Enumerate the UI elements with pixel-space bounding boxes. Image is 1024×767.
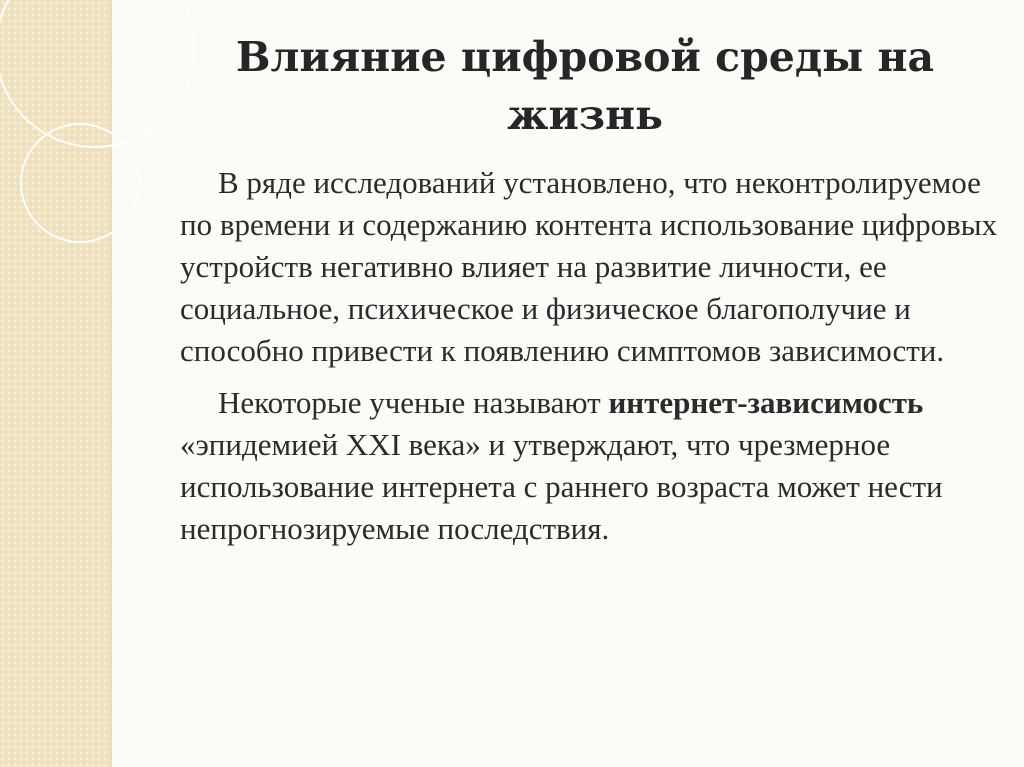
paragraph-2-start: Некоторые ученые называют <box>218 385 609 420</box>
emphasis-internet-addiction: интернет-зависимость <box>608 385 924 420</box>
paragraph-2-end: «эпидемией XXI века» и утверждают, что чрезмерное использование интернета с раннего возраста может нести непрогнозируемые последствия. <box>180 427 943 546</box>
paragraph-2 <box>180 382 1010 550</box>
title-area <box>140 28 1010 144</box>
slide-title: Влияние цифровой среды на жизнь <box>235 33 935 139</box>
slide-body <box>180 162 1010 550</box>
decorative-ring-small <box>20 123 140 243</box>
paragraph-1: В ряде исследований установлено, что неконтролируемое по времени и содержанию контента использование цифровых устройств негативно влияет на развитие личности, ее социальное, психическое и физическое благополучие и способно привести к появлению симптомов зависимости. <box>180 165 998 368</box>
